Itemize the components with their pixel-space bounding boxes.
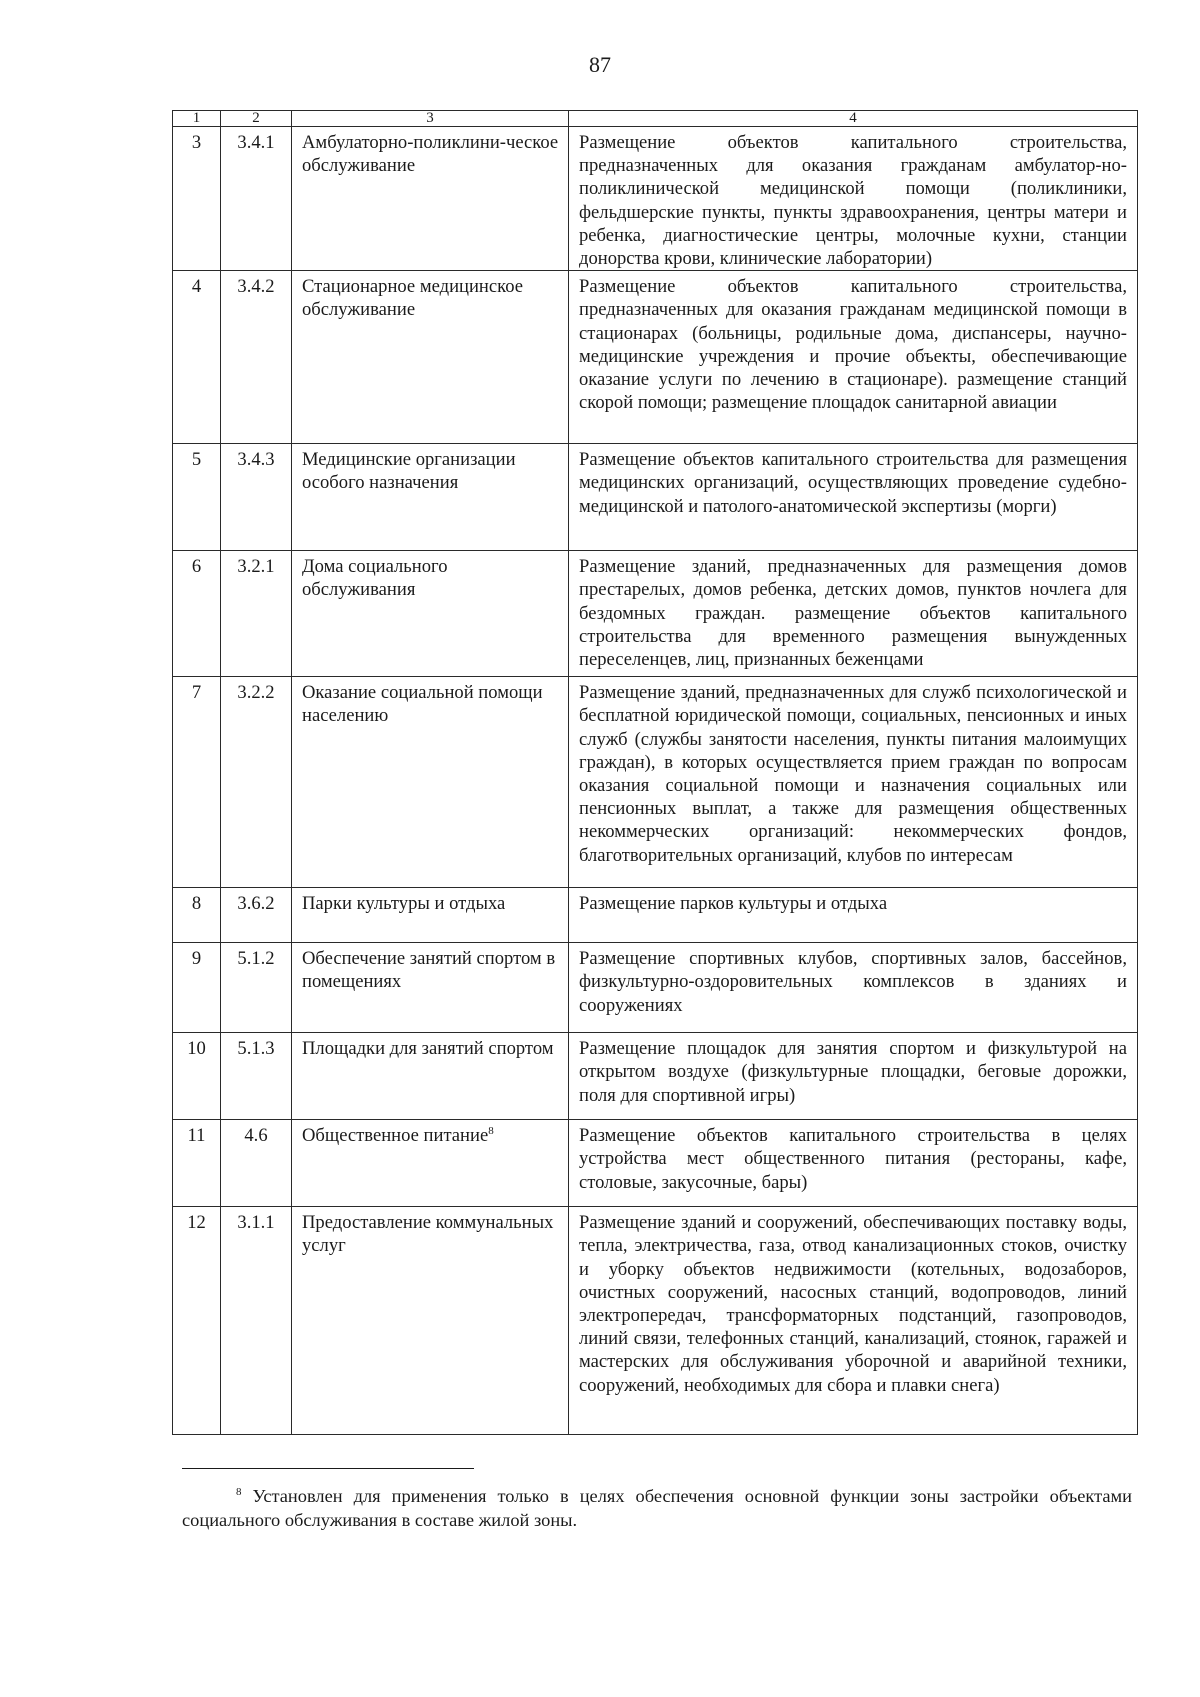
use-description: [569, 271, 1138, 444]
use-description-text: Размещение зданий, предназначенных для служб психологической и бесплатной юридической помощи, социальных, пенсионных и иных служб (службы занятости населения, пункты питания малоимущих граждан), в которых осуществляется прием граждан по вопросам оказания социальной помощи и назначения социальных или пенсионных выплат, а также для размещения общественных некоммерческих организаций: некоммерческих фондов, благотворительных организаций, клубов по интересам: [579, 682, 1127, 866]
use-description-text: Размещение объектов капитального строительства, предназначенных для оказания гражданам амбулатор-но-поликлинической медицинской помощи (поликлиники, фельдшерские пункты, пункты здравоохранения, центры матери и ребенка, диагностические центры, молочные кухни, станции донорства крови, клинические лаборатории): [579, 132, 1127, 270]
use-code: 3.2.2: [221, 677, 292, 888]
row-number: 10: [173, 1033, 221, 1120]
footnote-separator: [182, 1468, 474, 1469]
footnote-marker: 8: [236, 1485, 242, 1498]
use-name: [292, 1207, 569, 1435]
footnote-text: Установлен для применения только в целях обеспечения основной функции зоны застройки объектами социального обслуживания в составе жилой зоны.: [182, 1486, 1132, 1530]
use-code: 5.1.2: [221, 943, 292, 1033]
header-col-2: 2: [221, 111, 292, 127]
row-number: 4: [173, 271, 221, 444]
row-number: 7: [173, 677, 221, 888]
table-row: [173, 444, 1138, 551]
land-use-table: [172, 110, 1138, 1435]
table-row: [173, 888, 1138, 943]
use-name-text: Площадки для занятий спортом: [302, 1038, 554, 1060]
row-number: 8: [173, 888, 221, 943]
use-description-text: Размещение объектов капитального строительства в целях устройства мест общественного питания (рестораны, кафе, столовые, закусочные, бары): [579, 1125, 1127, 1193]
table-row: [173, 551, 1138, 677]
use-name: [292, 1033, 569, 1120]
use-name-text: Оказание социальной помощи населению: [302, 682, 543, 727]
use-name: [292, 943, 569, 1033]
use-description-text: Размещение парков культуры и отдыха: [579, 893, 888, 915]
use-code: 3.4.3: [221, 444, 292, 551]
use-code: 3.4.1: [221, 127, 292, 271]
row-number: 3: [173, 127, 221, 271]
table-row: [173, 271, 1138, 444]
use-code: 3.2.1: [221, 551, 292, 677]
use-code: 3.4.2: [221, 271, 292, 444]
use-name-text: Общественное питание: [302, 1125, 489, 1147]
use-name-text: Предоставление коммунальных услуг: [302, 1212, 554, 1257]
use-description-text: Размещение объектов капитального строительства, предназначенных для оказания гражданам медицинской помощи в стационарах (больницы, родильные дома, диспансеры, научно-медицинские учреждения и прочие объекты, обеспечивающие оказание услуги по лечению в стационаре). размещение станций скорой помощи; размещение площадок санитарной авиации: [579, 276, 1127, 414]
table-row: [173, 1033, 1138, 1120]
use-code: 3.1.1: [221, 1207, 292, 1435]
use-description-text: Размещение зданий, предназначенных для размещения домов престарелых, домов ребенка, детских домов, пунктов ночлега для бездомных граждан. размещение объектов капитального строительства для временного размещения вынужденных переселенцев, лиц, признанных беженцами: [579, 556, 1127, 671]
use-code: 3.6.2: [221, 888, 292, 943]
header-col-4: 4: [569, 111, 1138, 127]
use-description: [569, 943, 1138, 1033]
use-name: [292, 677, 569, 888]
use-description-text: Размещение объектов капитального строительства для размещения медицинских организаций, осуществляющих проведение судебно-медицинской и патолого-анатомической экспертизы (морги): [579, 449, 1127, 517]
table-row: [173, 943, 1138, 1033]
use-name-text: Стационарное медицинское обслуживание: [302, 276, 523, 321]
use-description: [569, 888, 1138, 943]
use-name-text: Парки культуры и отдыха: [302, 893, 506, 915]
use-name-text: Амбулаторно-поликлини-ческое обслуживание: [302, 132, 559, 177]
row-number: 5: [173, 444, 221, 551]
use-description: [569, 444, 1138, 551]
use-description-text: Размещение зданий и сооружений, обеспечивающих поставку воды, тепла, электричества, газа, отвод канализационных стоков, очистку и уборку объектов недвижимости (котельных, водозаборов, очистных сооружений, насосных станций, водопроводов, линий электропередач, трансформаторных подстанций, газопроводов, линий связи, телефонных станций, канализаций, стоянок, гаражей и мастерских для обслуживания уборочной и аварийной техники, сооружений, необходимых для сбора и плавки снега): [579, 1212, 1127, 1396]
row-number: 12: [173, 1207, 221, 1435]
use-description-text: Размещение площадок для занятия спортом и физкультурой на открытом воздухе (физкультурные площадки, беговые дорожки, поля для спортивной игры): [579, 1038, 1127, 1106]
use-name-text: Обеспечение занятий спортом в помещениях: [302, 948, 556, 993]
use-description-text: Размещение спортивных клубов, спортивных залов, бассейнов, физкультурно-оздоровительных комплексов в зданиях и сооружениях: [579, 948, 1127, 1016]
use-description: [569, 1033, 1138, 1120]
use-code: 5.1.3: [221, 1033, 292, 1120]
use-name: [292, 271, 569, 444]
use-name: [292, 444, 569, 551]
table-row: [173, 1120, 1138, 1207]
row-number: 11: [173, 1120, 221, 1207]
use-name-text: Медицинские организации особого назначения: [302, 449, 516, 494]
row-number: 6: [173, 551, 221, 677]
footnote-reference: 8: [488, 1125, 494, 1138]
header-col-1: 1: [173, 111, 221, 127]
header-col-3: 3: [292, 111, 569, 127]
use-code: 4.6: [221, 1120, 292, 1207]
table-header-row: [173, 111, 1138, 127]
use-name-text: Дома социального обслуживания: [302, 556, 448, 601]
table-row: [173, 1207, 1138, 1435]
footnote: [182, 1484, 1132, 1532]
use-name: [292, 551, 569, 677]
use-description: [569, 1120, 1138, 1207]
use-description: [569, 677, 1138, 888]
use-name: [292, 127, 569, 271]
table-row: [173, 677, 1138, 888]
use-name: [292, 888, 569, 943]
use-description: [569, 551, 1138, 677]
use-description: [569, 1207, 1138, 1435]
table-row: [173, 127, 1138, 271]
page-number: 87: [589, 52, 611, 77]
use-name: [292, 1120, 569, 1207]
use-description: [569, 127, 1138, 271]
row-number: 9: [173, 943, 221, 1033]
